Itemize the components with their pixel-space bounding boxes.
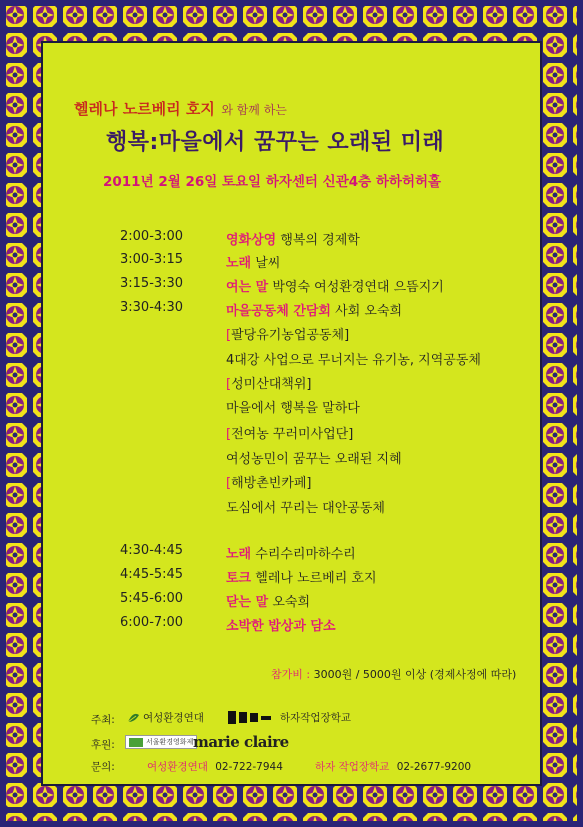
sponsor-label: 후원: (91, 739, 115, 751)
schedule-time: 4:45-5:45 (120, 567, 184, 582)
schedule-text: 4대강 사업으로 무너지는 유기농, 지역공동체 (226, 353, 481, 368)
schedule-time: 6:00-7:00 (120, 615, 184, 630)
schedule-highlight: 영화상영 (226, 233, 277, 248)
host-org2-logo (228, 710, 351, 725)
schedule-highlight: [ (226, 377, 232, 392)
contact1 (147, 759, 283, 774)
schedule-highlight: [ (226, 427, 232, 442)
schedule-time: 4:30-4:45 (120, 543, 184, 558)
schedule-text: 여성농민이 꿈꾸는 오래된 지혜 (226, 452, 402, 467)
schedule-desc (226, 252, 280, 271)
schedule-text: 해방촌빈카페] (231, 476, 312, 491)
schedule-desc (226, 472, 312, 491)
schedule-text: 사회 오숙희 (331, 304, 403, 319)
schedule-desc (226, 567, 377, 586)
content-panel (41, 41, 542, 786)
schedule-text: 박영숙 여성환경연대 으뜸지기 (268, 280, 444, 295)
contact1-phone: 02-722-7944 (215, 761, 283, 773)
schedule-text: 팔당유기농업공동체] (231, 328, 350, 343)
contact2-phone: 02-2677-9200 (396, 761, 472, 773)
leaf-icon (127, 713, 140, 723)
fee-label: 참가비 : (271, 668, 311, 681)
schedule-time: 3:15-3:30 (120, 276, 184, 291)
schedule-desc (226, 324, 349, 343)
schedule-desc (226, 423, 353, 442)
schedule-desc (226, 615, 336, 634)
schedule-desc (226, 591, 310, 610)
schedule-highlight: 소박한 밥상과 담소 (226, 619, 336, 634)
fee-line (271, 666, 516, 682)
schedule-time: 3:00-3:15 (120, 252, 184, 267)
schedule-highlight: 노래 (226, 547, 252, 562)
schedule-highlight: [ (226, 328, 232, 343)
schedule-desc (226, 276, 444, 295)
schedule-highlight: 토크 (226, 571, 252, 586)
schedule-desc (226, 397, 360, 416)
schedule-desc (226, 497, 385, 516)
schedule-text: 마을에서 행복을 말하다 (226, 401, 360, 416)
schedule-desc (226, 300, 402, 319)
schedule-highlight: 여는 말 (226, 280, 269, 295)
sponsor2: marie claire (193, 733, 289, 751)
event-title: 행복:마을에서 꿈꾸는 오래된 미래 (106, 130, 445, 155)
fee-text: 3000원 / 5000원 이상 (경제사정에 따라) (313, 668, 517, 681)
contact1-org: 여성환경연대 (147, 761, 208, 773)
schedule-text: 수리수리마하수리 (251, 547, 356, 562)
host-label: 주최: (91, 714, 115, 726)
schedule-desc (226, 448, 402, 467)
haja-logo-block4 (261, 716, 271, 720)
schedule-time: 2:00-3:00 (120, 229, 184, 244)
contact2 (315, 759, 471, 774)
schedule-text: 도심에서 꾸리는 대안공동체 (226, 501, 385, 516)
host-org1: 여성환경연대 (143, 712, 204, 724)
green-film-icon (129, 738, 143, 747)
sponsor1: 서울환경영화제 (146, 738, 194, 746)
host-org2: 하자작업장학교 (280, 712, 352, 724)
sponsor1-logo (125, 735, 197, 749)
schedule-time: 5:45-6:00 (120, 591, 184, 606)
schedule-highlight: [ (226, 476, 232, 491)
schedule-highlight: 닫는 말 (226, 595, 269, 610)
schedule-highlight: 노래 (226, 256, 252, 271)
schedule-desc (226, 373, 312, 392)
host-org1-logo (127, 710, 204, 725)
schedule-text: 성미산대책위] (231, 377, 312, 392)
haja-logo-block2 (239, 712, 247, 723)
event-date-venue: 2011년 2월 26일 토요일 하자센터 신관4층 하하허허홀 (103, 174, 442, 190)
host-name: 헬레나 노르베리 호지 (74, 100, 215, 118)
schedule-text: 행복의 경제학 (276, 233, 360, 248)
schedule-desc (226, 543, 356, 562)
contact2-org: 하자 작업장학교 (315, 761, 390, 773)
schedule-text: 전여농 꾸러미사업단] (231, 427, 354, 442)
haja-logo-block1 (228, 711, 236, 724)
schedule-time: 3:30-4:30 (120, 300, 184, 315)
contact-label: 문의: (91, 761, 115, 773)
host-intro (74, 98, 287, 119)
schedule-text: 오숙희 (268, 595, 311, 610)
schedule-desc (226, 349, 481, 368)
schedule-text: 헬레나 노르베리 호지 (251, 571, 377, 586)
haja-logo-block3 (250, 713, 258, 722)
host-suffix: 와 함께 하는 (221, 103, 287, 117)
schedule-desc (226, 229, 360, 248)
schedule-text: 날씨 (251, 256, 281, 271)
schedule-highlight: 마을공동체 간담회 (226, 304, 331, 319)
